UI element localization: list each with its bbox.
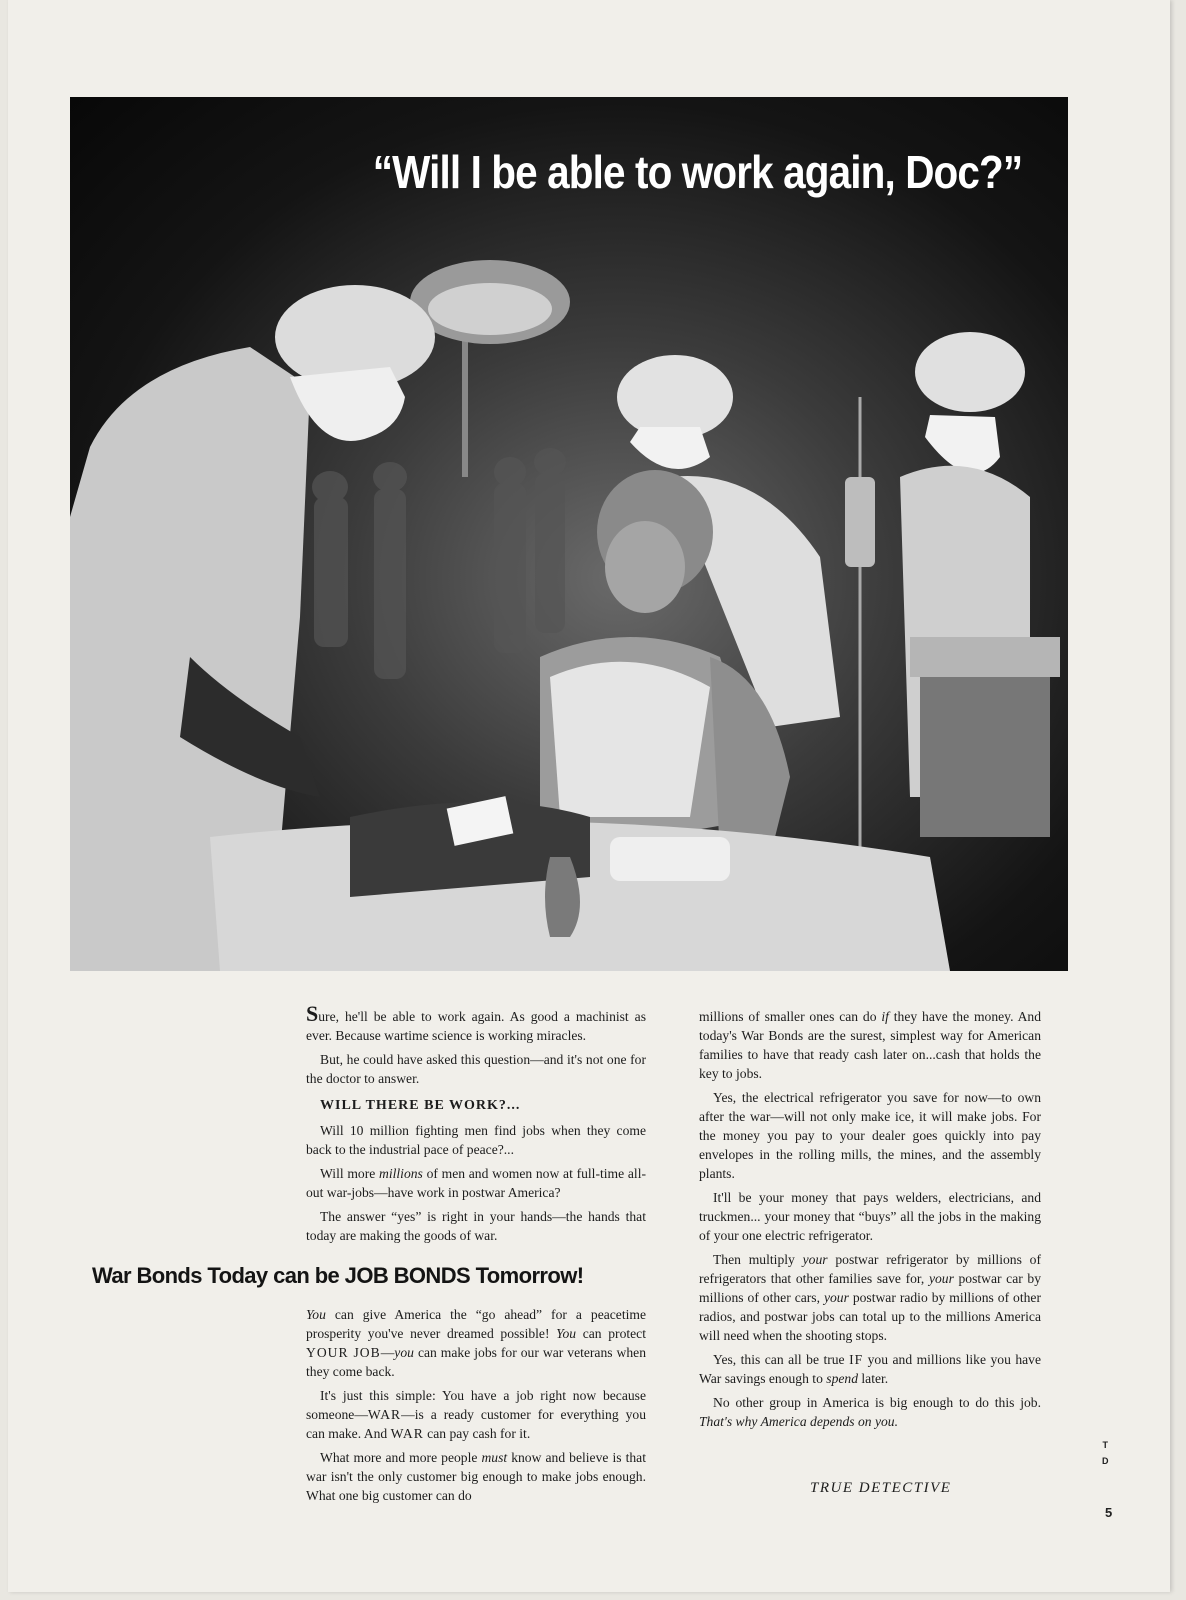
text: postwar refrigerator by millions of refrigerators that other families save for, [699, 1252, 1041, 1286]
text: No other group in America is big enough to do this job. [713, 1395, 1041, 1410]
text: later. [858, 1371, 889, 1386]
margin-mark-letter: T [1102, 1440, 1108, 1450]
emphasis: your [928, 1271, 954, 1286]
slogan [92, 1263, 692, 1289]
text: Yes, this can all be true [713, 1352, 850, 1367]
paragraph [306, 1164, 646, 1202]
emphasis: You [556, 1326, 577, 1341]
margin-mark [1102, 1437, 1109, 1469]
page-number: 5 [1105, 1505, 1113, 1520]
text: can make jobs for our war veterans when they come back. [306, 1345, 647, 1379]
paragraph [306, 1386, 646, 1443]
emphasis: must [481, 1450, 508, 1465]
text: they have the money. And today's War Bonds are the surest, simplest way for American families to have that ready cash later on...cash that holds the key to jobs. [699, 1009, 1041, 1081]
photo-illustration [70, 97, 1068, 971]
text: know and believe is that war isn't the only customer big enough to make jobs enough. What one big customer can do [306, 1450, 646, 1503]
paragraph-text: ure, he'll be able to work again. As good a machinist as ever. Because wartime science is working miracles. [306, 1009, 646, 1043]
emphasis: millions [379, 1166, 423, 1181]
small-caps: YOUR JOB [306, 1345, 381, 1360]
text: millions of smaller ones can do [699, 1009, 882, 1024]
drop-cap: S [306, 1001, 319, 1026]
body-column-2 [306, 1305, 646, 1510]
text: Will more [320, 1166, 380, 1181]
subheading: WILL THERE BE WORK?... [320, 1098, 521, 1113]
paragraph [699, 1007, 1041, 1083]
paragraph: The answer “yes” is right in your hands—the hands that today are making the goods of war. [306, 1209, 646, 1243]
emphasis: You [306, 1307, 326, 1322]
paragraph [306, 1448, 646, 1505]
emphasis: spend [826, 1371, 858, 1386]
emphasis: That's why America depends on you. [699, 1414, 898, 1429]
paragraph [699, 1393, 1041, 1431]
operating-room-photo [70, 97, 1068, 971]
paragraph [699, 1350, 1041, 1388]
small-caps: WAR [390, 1426, 424, 1441]
text: you and millions like you have War savings enough to [699, 1352, 1041, 1386]
small-caps: WAR [367, 1407, 402, 1422]
text: postwar car by millions of other cars, [699, 1271, 1042, 1305]
text: Then multiply [713, 1252, 803, 1267]
paragraph [306, 1001, 646, 1045]
text: can protect [576, 1326, 646, 1341]
text: —is a ready customer for everything you can make. And [306, 1407, 646, 1441]
emphasis: you [394, 1345, 414, 1360]
body-column-1 [306, 1001, 646, 1250]
paragraph [699, 1250, 1041, 1345]
text: can pay cash for it. [423, 1426, 531, 1441]
paragraph [306, 1305, 646, 1381]
text: What more and more people [320, 1450, 482, 1465]
slogan-part-1: War Bonds Today [92, 1263, 274, 1288]
paragraph: It'll be your money that pays welders, electricians, and truckmen... your money that “buys” all the jobs in the making of your one electric refrigerator. [699, 1190, 1041, 1243]
text: postwar radio by millions of other radios, and postwar jobs can total up to the millions America will need when the shooting stops. [699, 1290, 1041, 1343]
headline: “Will I be able to work again, Doc?” [372, 146, 1023, 198]
slogan-part-2: can be JOB BONDS Tomorrow! [273, 1263, 584, 1288]
publication-signature: TRUE DETECTIVE [810, 1480, 952, 1496]
paragraph: Will 10 million fighting men find jobs when they come back to the industrial pace of peace?... [306, 1123, 646, 1157]
emphasis: your [823, 1290, 849, 1305]
text: It's just this simple: You have a job right now because someone— [306, 1388, 646, 1422]
magazine-page [8, 0, 1170, 1592]
small-caps: IF [849, 1352, 864, 1367]
margin-mark-letter: D [1102, 1456, 1109, 1466]
text: of men and women now at full-time all-out war-jobs—have work in postwar America? [306, 1166, 646, 1200]
paragraph: But, he could have asked this question—and it's not one for the doctor to answer. [306, 1052, 646, 1086]
body-column-3 [699, 1007, 1041, 1436]
text: can give America the “go ahead” for a peacetime prosperity you've never dreamed possible! [306, 1307, 646, 1341]
paragraph: Yes, the electrical refrigerator you save for now—to own after the war—will not only make ice, it will make jobs. For the money you pay to your dealer goes quickly into pay envelopes in the rolling mills, the mines, and the assembly plants. [699, 1090, 1041, 1181]
text: — [380, 1345, 395, 1360]
emphasis: your [802, 1252, 828, 1267]
emphasis: if [881, 1009, 889, 1024]
